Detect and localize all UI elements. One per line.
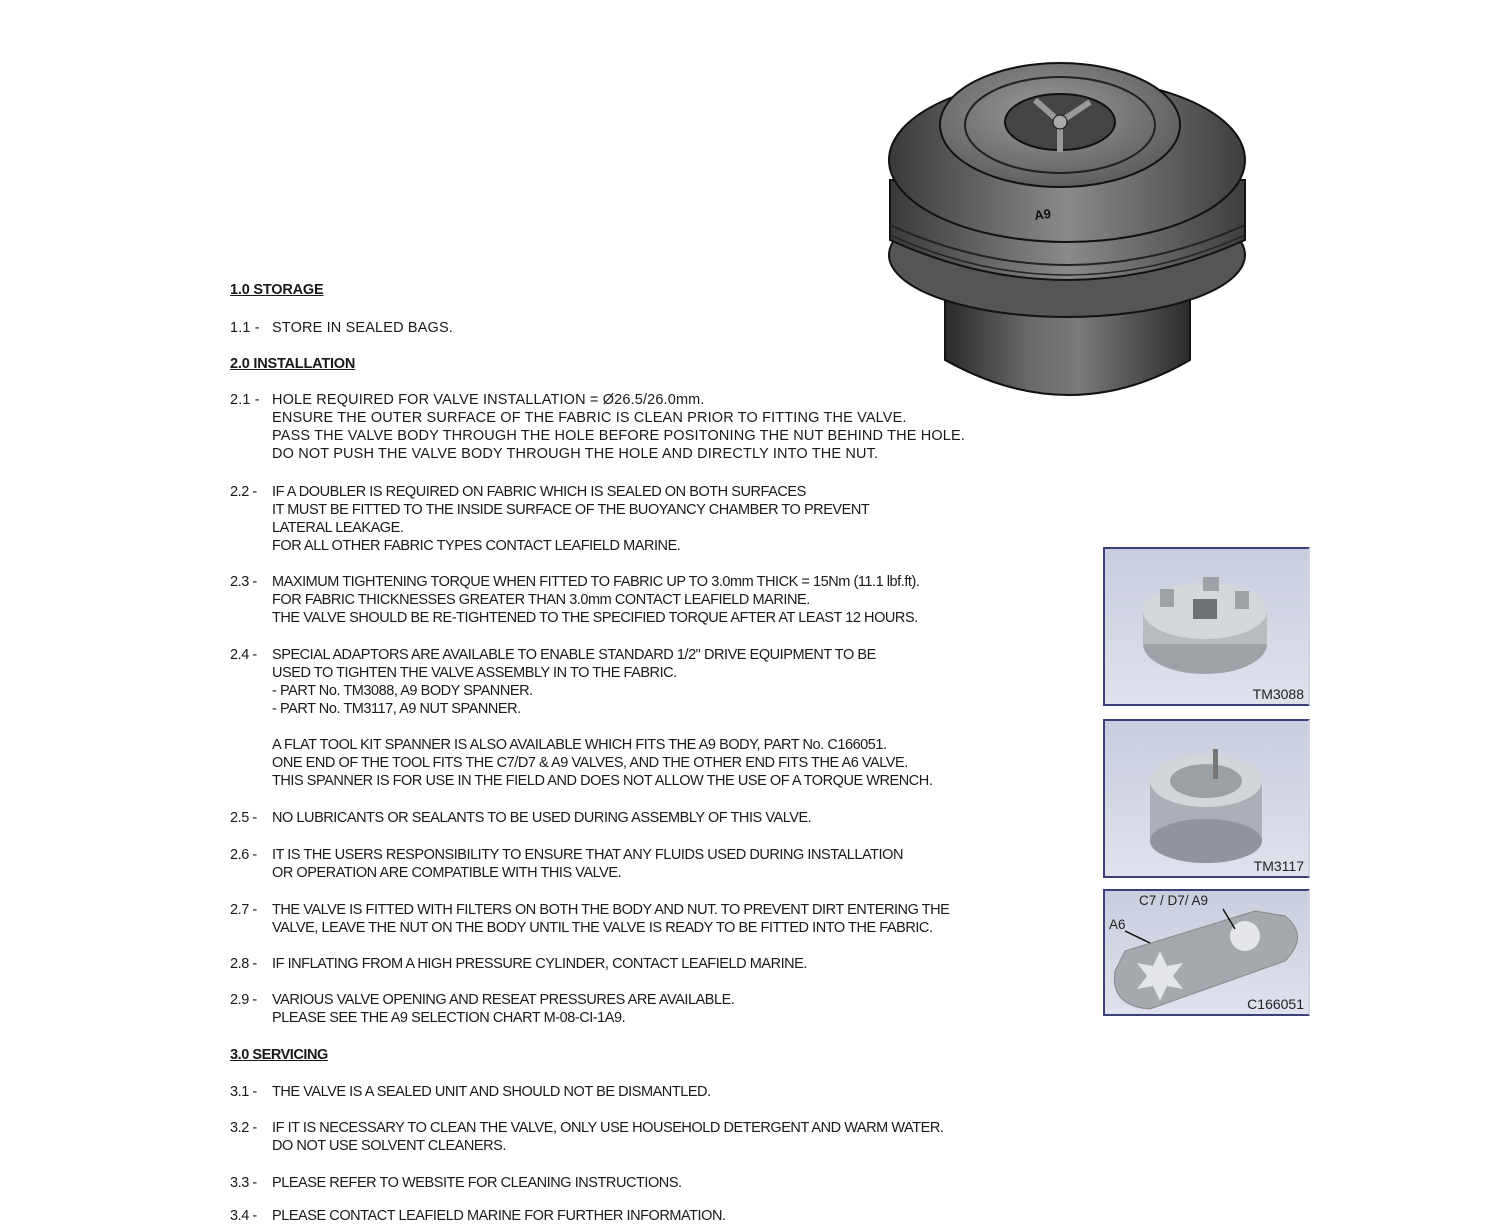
item-line: IT MUST BE FITTED TO THE INSIDE SURFACE OF THE BUOYANCY CHAMBER TO PREVENT xyxy=(272,502,870,518)
item-line: PLEASE SEE THE A9 SELECTION CHART M-08-CI-1A9. xyxy=(272,1010,626,1026)
item-number: 2.5 - xyxy=(230,810,257,826)
item-number: 2.1 - xyxy=(230,392,260,408)
item-line: VARIOUS VALVE OPENING AND RESEAT PRESSURES ARE AVAILABLE. xyxy=(272,992,735,1008)
item-line: DO NOT PUSH THE VALVE BODY THROUGH THE HOLE AND DIRECTLY INTO THE NUT. xyxy=(272,446,879,462)
item-line: THE VALVE IS FITTED WITH FILTERS ON BOTH THE BODY AND NUT. TO PREVENT DIRT ENTERING THE xyxy=(272,902,950,918)
item-line: - PART No. TM3088, A9 BODY SPANNER. xyxy=(272,683,533,699)
item-line: STORE IN SEALED BAGS. xyxy=(272,320,453,336)
item-number: 3.4 - xyxy=(230,1208,257,1224)
item-line: PASS THE VALVE BODY THROUGH THE HOLE BEFORE POSITONING THE NUT BEHIND THE HOLE. xyxy=(272,428,965,444)
section-heading-servicing: 3.0 SERVICING xyxy=(230,1047,328,1063)
item-line: FOR ALL OTHER FABRIC TYPES CONTACT LEAFIELD MARINE. xyxy=(272,538,681,554)
section-heading-installation: 2.0 INSTALLATION xyxy=(230,356,356,372)
item-line: PLEASE REFER TO WEBSITE FOR CLEANING INSTRUCTIONS. xyxy=(272,1175,682,1191)
item-line: LATERAL LEAKAGE. xyxy=(272,520,404,536)
valve-3d-icon xyxy=(885,60,1255,415)
item-number: 2.2 - xyxy=(230,484,257,500)
item-line: ONE END OF THE TOOL FITS THE C7/D7 & A9 VALVES, AND THE OTHER END FITS THE A6 VALVE. xyxy=(272,755,908,771)
item-line: PLEASE CONTACT LEAFIELD MARINE FOR FURTHER INFORMATION. xyxy=(272,1208,726,1224)
nut-spanner-icon xyxy=(1105,721,1310,878)
item-number: 3.3 - xyxy=(230,1175,257,1191)
item-line: IF INFLATING FROM A HIGH PRESSURE CYLINDER, CONTACT LEAFIELD MARINE. xyxy=(272,956,807,972)
item-number: 3.1 - xyxy=(230,1084,257,1100)
item-number: 2.4 - xyxy=(230,647,257,663)
item-number: 2.9 - xyxy=(230,992,257,1008)
item-number: 2.7 - xyxy=(230,902,257,918)
item-line: - PART No. TM3117, A9 NUT SPANNER. xyxy=(272,701,521,717)
item-line: VALVE, LEAVE THE NUT ON THE BODY UNTIL THE VALVE IS READY TO BE FITTED INTO THE FABRIC. xyxy=(272,920,933,936)
item-number: 1.1 - xyxy=(230,320,260,336)
photo-caption: TM3117 xyxy=(1253,858,1304,874)
item-line: IF A DOUBLER IS REQUIRED ON FABRIC WHICH IS SEALED ON BOTH SURFACES xyxy=(272,484,806,500)
body-spanner-icon xyxy=(1105,549,1310,706)
valve-body-label: A9 xyxy=(1033,205,1052,223)
item-number: 2.6 - xyxy=(230,847,257,863)
item-line: THIS SPANNER IS FOR USE IN THE FIELD AND DOES NOT ALLOW THE USE OF A TORQUE WRENCH. xyxy=(272,773,933,789)
item-line: FOR FABRIC THICKNESSES GREATER THAN 3.0mm CONTACT LEAFIELD MARINE. xyxy=(272,592,810,608)
item-line: IF IT IS NECESSARY TO CLEAN THE VALVE, ONLY USE HOUSEHOLD DETERGENT AND WARM WATER. xyxy=(272,1120,944,1136)
item-number: 3.2 - xyxy=(230,1120,257,1136)
a6-label: A6 xyxy=(1109,917,1126,932)
item-line: SPECIAL ADAPTORS ARE AVAILABLE TO ENABLE STANDARD 1/2" DRIVE EQUIPMENT TO BE xyxy=(272,647,876,663)
item-line: ENSURE THE OUTER SURFACE OF THE FABRIC IS CLEAN PRIOR TO FITTING THE VALVE. xyxy=(272,410,907,426)
item-line: MAXIMUM TIGHTENING TORQUE WHEN FITTED TO FABRIC UP TO 3.0mm THICK = 15Nm (11.1 lbf.ft). xyxy=(272,574,920,590)
item-line: DO NOT USE SOLVENT CLEANERS. xyxy=(272,1138,506,1154)
item-line: THE VALVE IS A SEALED UNIT AND SHOULD NOT BE DISMANTLED. xyxy=(272,1084,711,1100)
section-heading-storage: 1.0 STORAGE xyxy=(230,282,324,298)
photo-caption: TM3088 xyxy=(1252,686,1304,702)
item-line: THE VALVE SHOULD BE RE-TIGHTENED TO THE SPECIFIED TORQUE AFTER AT LEAST 12 HOURS. xyxy=(272,610,918,626)
item-line: OR OPERATION ARE COMPATIBLE WITH THIS VALVE. xyxy=(272,865,622,881)
item-line: IT IS THE USERS RESPONSIBILITY TO ENSURE THAT ANY FLUIDS USED DURING INSTALLATION xyxy=(272,847,903,863)
valve-illustration xyxy=(885,60,1255,415)
item-line xyxy=(272,718,932,736)
item-line: USED TO TIGHTEN THE VALVE ASSEMBLY IN TO THE FABRIC. xyxy=(272,665,677,681)
photo-caption: C166051 xyxy=(1247,996,1304,1012)
item-line: HOLE REQUIRED FOR VALVE INSTALLATION = Ø26.5/26.0mm. xyxy=(272,392,705,408)
photo-c166051 xyxy=(1103,889,1310,1016)
item-number: 2.8 - xyxy=(230,956,257,972)
photo-tm3117 xyxy=(1103,719,1310,878)
c7-d7-a9-label: C7 / D7/ A9 xyxy=(1139,893,1209,908)
item-line: A FLAT TOOL KIT SPANNER IS ALSO AVAILABLE WHICH FITS THE A9 BODY, PART No. C166051. xyxy=(272,737,887,753)
item-line: NO LUBRICANTS OR SEALANTS TO BE USED DURING ASSEMBLY OF THIS VALVE. xyxy=(272,810,812,826)
item-number: 2.3 - xyxy=(230,574,257,590)
photo-tm3088 xyxy=(1103,547,1310,706)
